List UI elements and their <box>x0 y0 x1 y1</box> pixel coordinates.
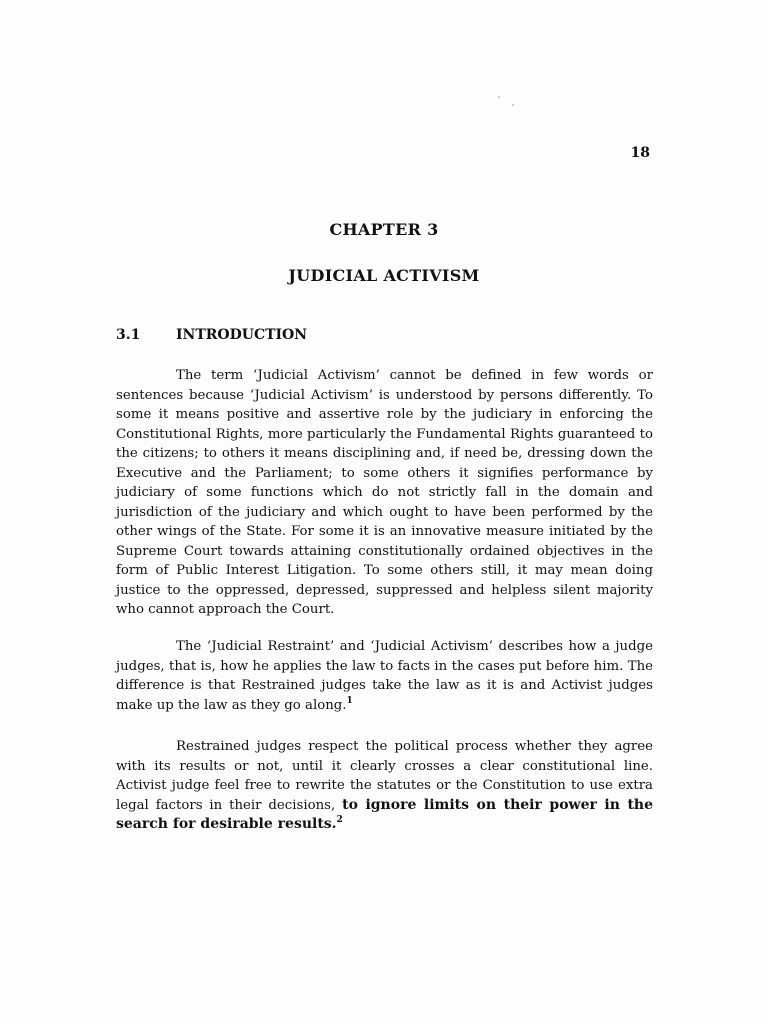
chapter-title: JUDICIAL ACTIVISM <box>288 266 480 285</box>
chapter-label: CHAPTER 3 <box>329 220 439 239</box>
paragraph-text: The ‘Judicial Restraint’ and ‘Judicial Activism’ describes how a judge judges, that is, how he applies the law to facts in the cases put before him. The difference is that Restrained judges take the law as it is and Activist judges make up the law as they go along. <box>116 639 653 713</box>
scan-speck <box>498 96 500 98</box>
paragraph <box>116 737 653 835</box>
footnote-marker[interactable]: 2 <box>336 815 343 825</box>
scan-speck <box>512 104 514 106</box>
emphasized-text: to ignore limits on their power in the search for desirable results. <box>116 796 653 832</box>
footnote-marker[interactable]: 1 <box>346 695 353 706</box>
page-number: 18 <box>630 145 650 161</box>
paragraph-text: The term ‘Judicial Activism’ cannot be defined in few words or sentences because ‘Judicial Activism’ is understood by persons differently. To some it means positive and assertive role by the judiciary in enforcing the Constitutional Rights, more particularly the Fundamental Rights guaranteed to the citizens; to others it means disciplining and, if need be, dressing down the Executive and the Parliament; to some others it signifies performance by judiciary of some functions which do not strictly fall in the domain and jurisdiction of the judiciary and which ought to have been performed by the other wings of the State. For some it is an innovative measure initiated by the Supreme Court towards attaining constitutionally ordained objectives in the form of Public Interest Litigation. To some others still, it may mean doing justice to the oppressed, depressed, suppressed and helpless silent majority who cannot approach the Court. <box>116 368 653 617</box>
section-number: 3.1 <box>116 327 141 343</box>
paragraph-text: Restrained judges respect the political process whether they agree with its results or not, until it clearly crosses a clear constitutional line. Activist judge feel free to rewrite the statutes or the Constitution to use extra legal factors in their decisions, <box>116 739 653 813</box>
section-title: INTRODUCTION <box>176 327 308 343</box>
section-heading <box>116 327 307 343</box>
paragraph <box>116 366 653 620</box>
paragraph <box>116 637 653 715</box>
